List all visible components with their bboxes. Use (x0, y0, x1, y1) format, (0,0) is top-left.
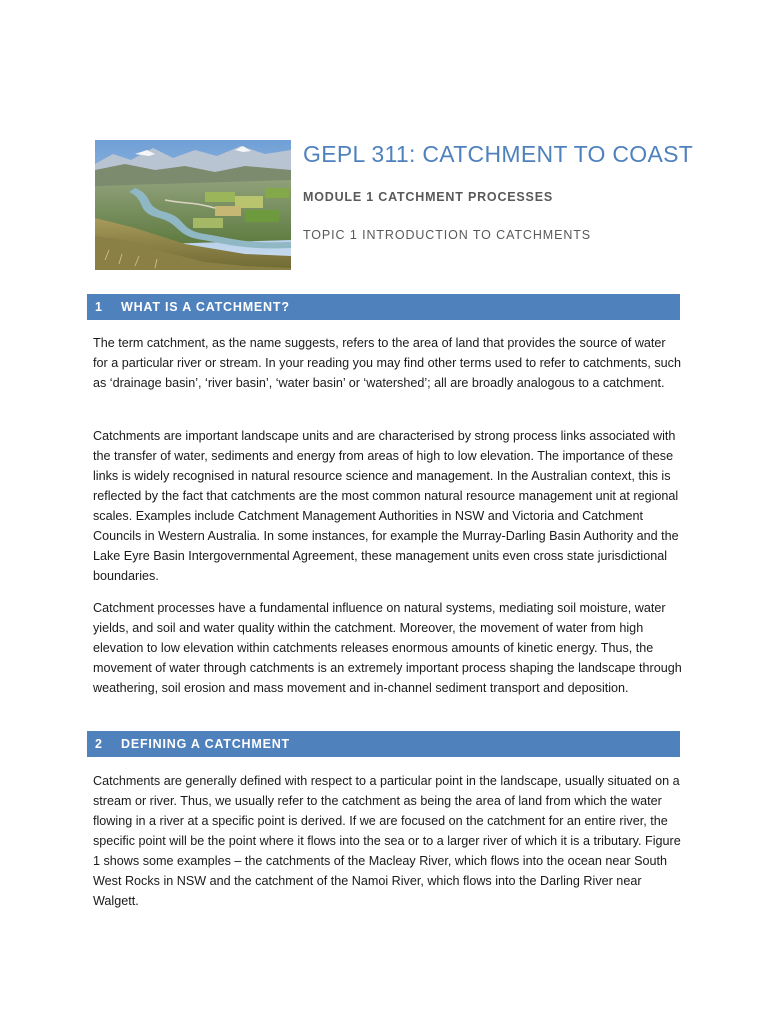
paragraph: Catchments are generally defined with respect to a particular point in the landscape, usually situated on a stream or river. Thus, we usually refer to the catchment as being the area of land from which the water flowing in a river at a specific point is derived. If we are focused on the catchment for an entire river, the specific point will be the point where it flows into the sea or to a larger river of which it is a tributary. Figure 1 shows some examples – the catchments of the Macleay River, which flows into the ocean near South West Rocks in NSW and the catchment of the Namoi River, which flows into the Darling River near Walgett. (93, 774, 681, 908)
module-title: MODULE 1 CATCHMENT PROCESSES (303, 190, 553, 204)
topic-title: TOPIC 1 INTRODUCTION TO CATCHMENTS (303, 228, 592, 242)
paragraph: Catchments are important landscape units and are characterised by strong process links associated with the transfer of water, sediments and energy from areas of high to low elevation. The importance of these links is widely recognised in natural resource science and management. In the Australian context, this is reflected by the fact that catchments are the most common natural resource management unit at regional scales. Examples include Catchment Management Authorities in NSW and Victoria and Catchment Councils in Western Australia. In some instances, for example the Murray-Darling Basin Authority and the Lake Eyre Basin Intergovernmental Agreement, these management units even cross state jurisdictional boundaries. (93, 429, 679, 583)
section-number: 1 (95, 300, 103, 314)
river-valley-photo (95, 140, 291, 270)
section-heading-2 (87, 731, 680, 757)
section-title: DEFINING A CATCHMENT (121, 737, 290, 751)
paragraph: Catchment processes have a fundamental influence on natural systems, mediating soil moisture, water yields, and soil and water quality within the catchment. Moreover, the movement of water from high elevation to low elevation within catchments releases enormous amounts of kinetic energy. Thus, the movement of water through catchments is an extremely important process shaping the landscape through weathering, soil erosion and mass movement and in-channel sediment transport and deposition. (93, 601, 682, 695)
paragraph: The term catchment, as the name suggests, refers to the area of land that provides the source of water for a particular river or stream. In your reading you may find other terms used to refer to catchments, such as ‘drainage basin’, ‘river basin’, ‘water basin’ or ‘watershed’; all are broadly analogous to a catchment. (93, 336, 681, 390)
section-number: 2 (95, 737, 103, 751)
section-title: WHAT IS A CATCHMENT? (121, 300, 290, 314)
document-title: GEPL 311: CATCHMENT TO COAST (303, 141, 694, 167)
section-heading-1 (87, 294, 680, 320)
